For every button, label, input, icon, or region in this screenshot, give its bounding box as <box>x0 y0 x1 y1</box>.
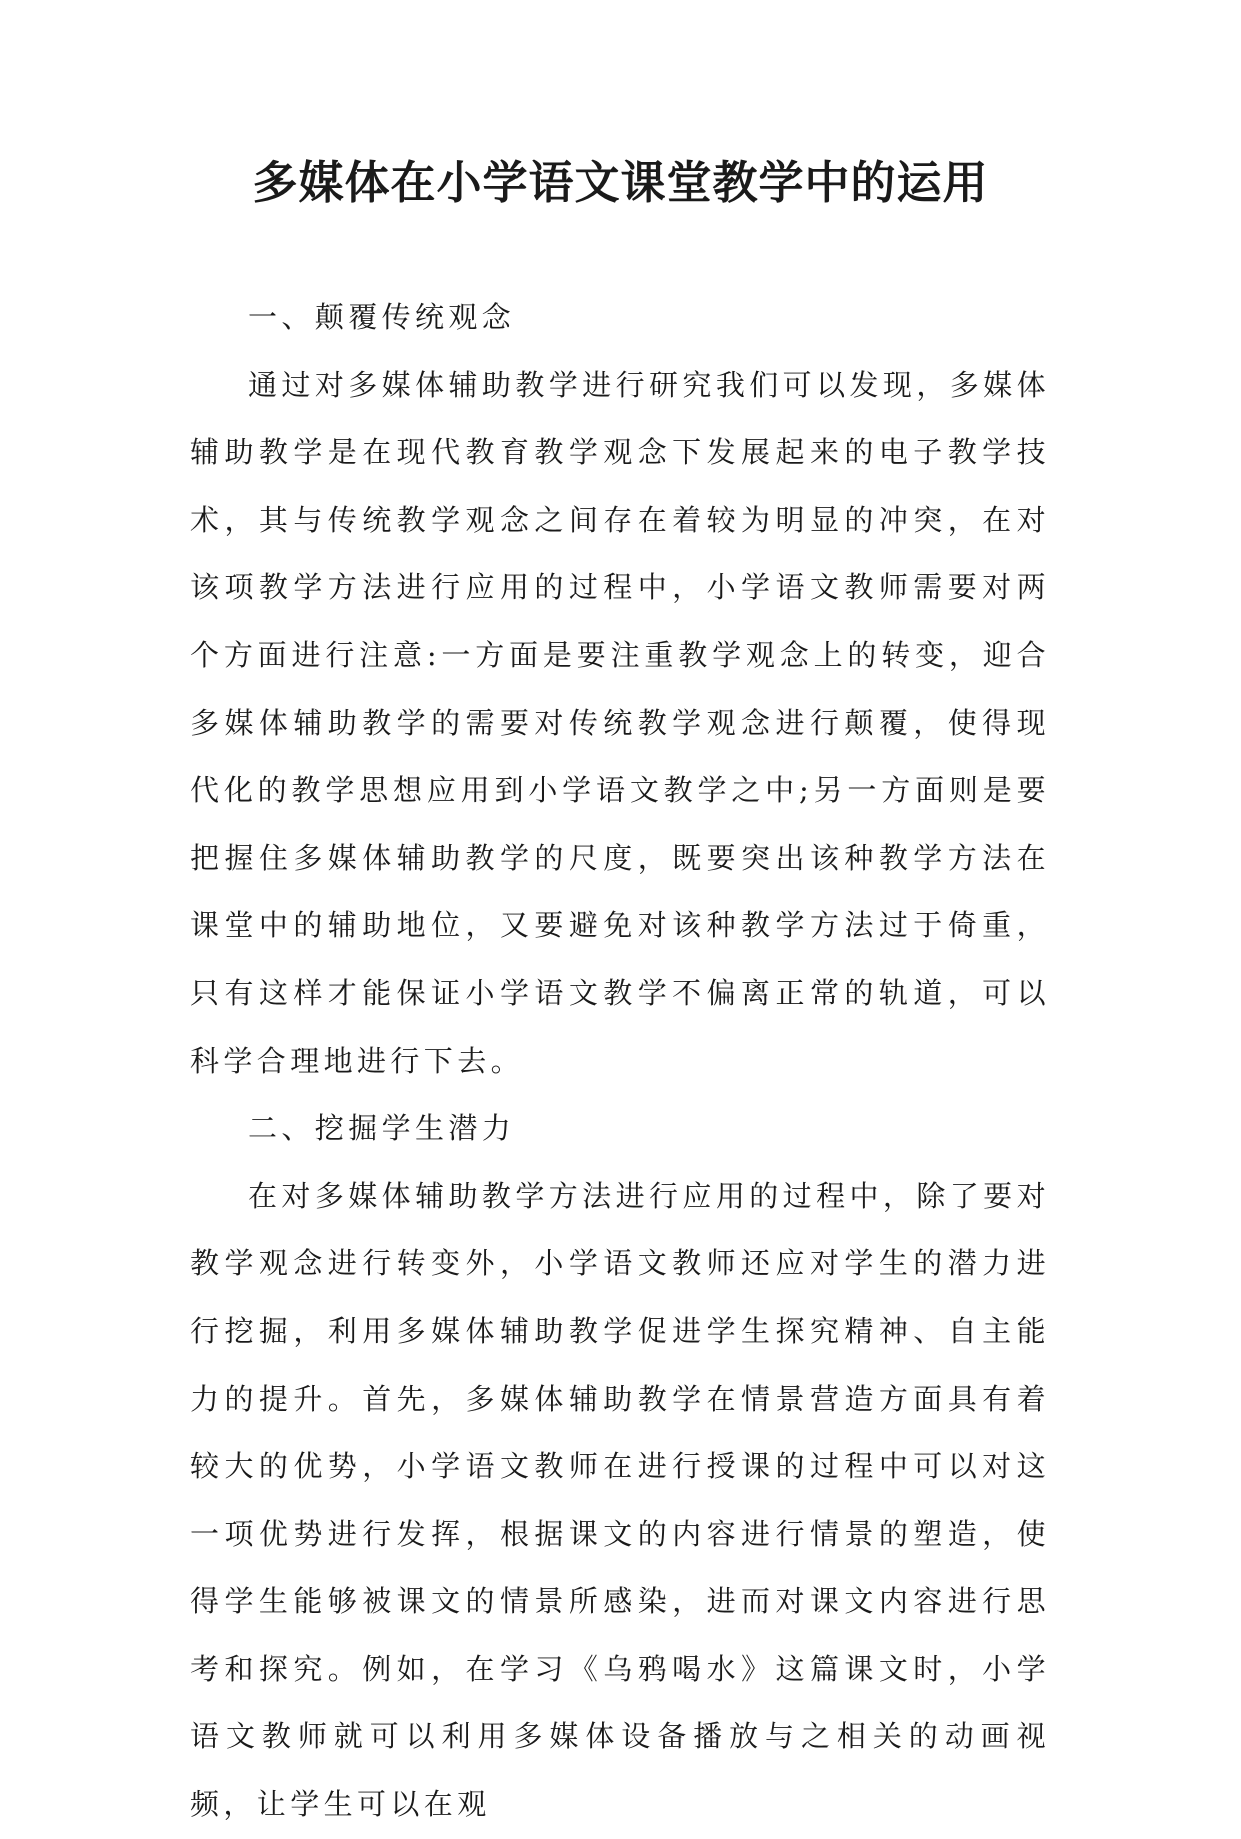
section-heading-2: 二、挖掘学生潜力 <box>248 1111 516 1146</box>
section-heading-1: 一、颠覆传统观念 <box>248 300 516 334</box>
document-title: 多媒体在小学语文课堂教学中的运用 <box>252 156 989 209</box>
paragraph-1: 通过对多媒体辅助教学进行研究我们可以发现，多媒体辅助教学是在现代教育教学观念下发展起来的电子教学技术，其与传统教学观念之间存在着较为明显的冲突，在对该项教学方法进行应用的过程中，小学语文教师需要对两个方面进行注意:一方面是要注重教学观念上的转变，迎合多媒体辅助教学的需要对传统教学观念进行颠覆，使得现代化的教学思想应用到小学语文教学之中;另一方面则是要把握住多媒体辅助教学的尺度，既要突出该种教学方法在课堂中的辅助地位，又要避免对该种教学方法过于倚重，只有这样才能保证小学语文教学不偏离正常的轨道，可以科学合理地进行下去。 <box>190 367 1050 1078</box>
document-body <box>190 284 1050 1839</box>
paragraph-2: 在对多媒体辅助教学方法进行应用的过程中，除了要对教学观念进行转变外，小学语文教师还应对学生的潜力进行挖掘，利用多媒体辅助教学促进学生探究精神、自主能力的提升。首先，多媒体辅助教学在情景营造方面具有着较大的优势，小学语文教师在进行授课的过程中可以对这一项优势进行发挥，根据课文的内容进行情景的塑造，使得学生能够被课文的情景所感染，进而对课文内容进行思考和探究。例如，在学习《乌鸦喝水》这篇课文时，小学语文教师就可以利用多媒体设备播放与之相关的动画视频，让学生可以在观 <box>190 1178 1050 1822</box>
